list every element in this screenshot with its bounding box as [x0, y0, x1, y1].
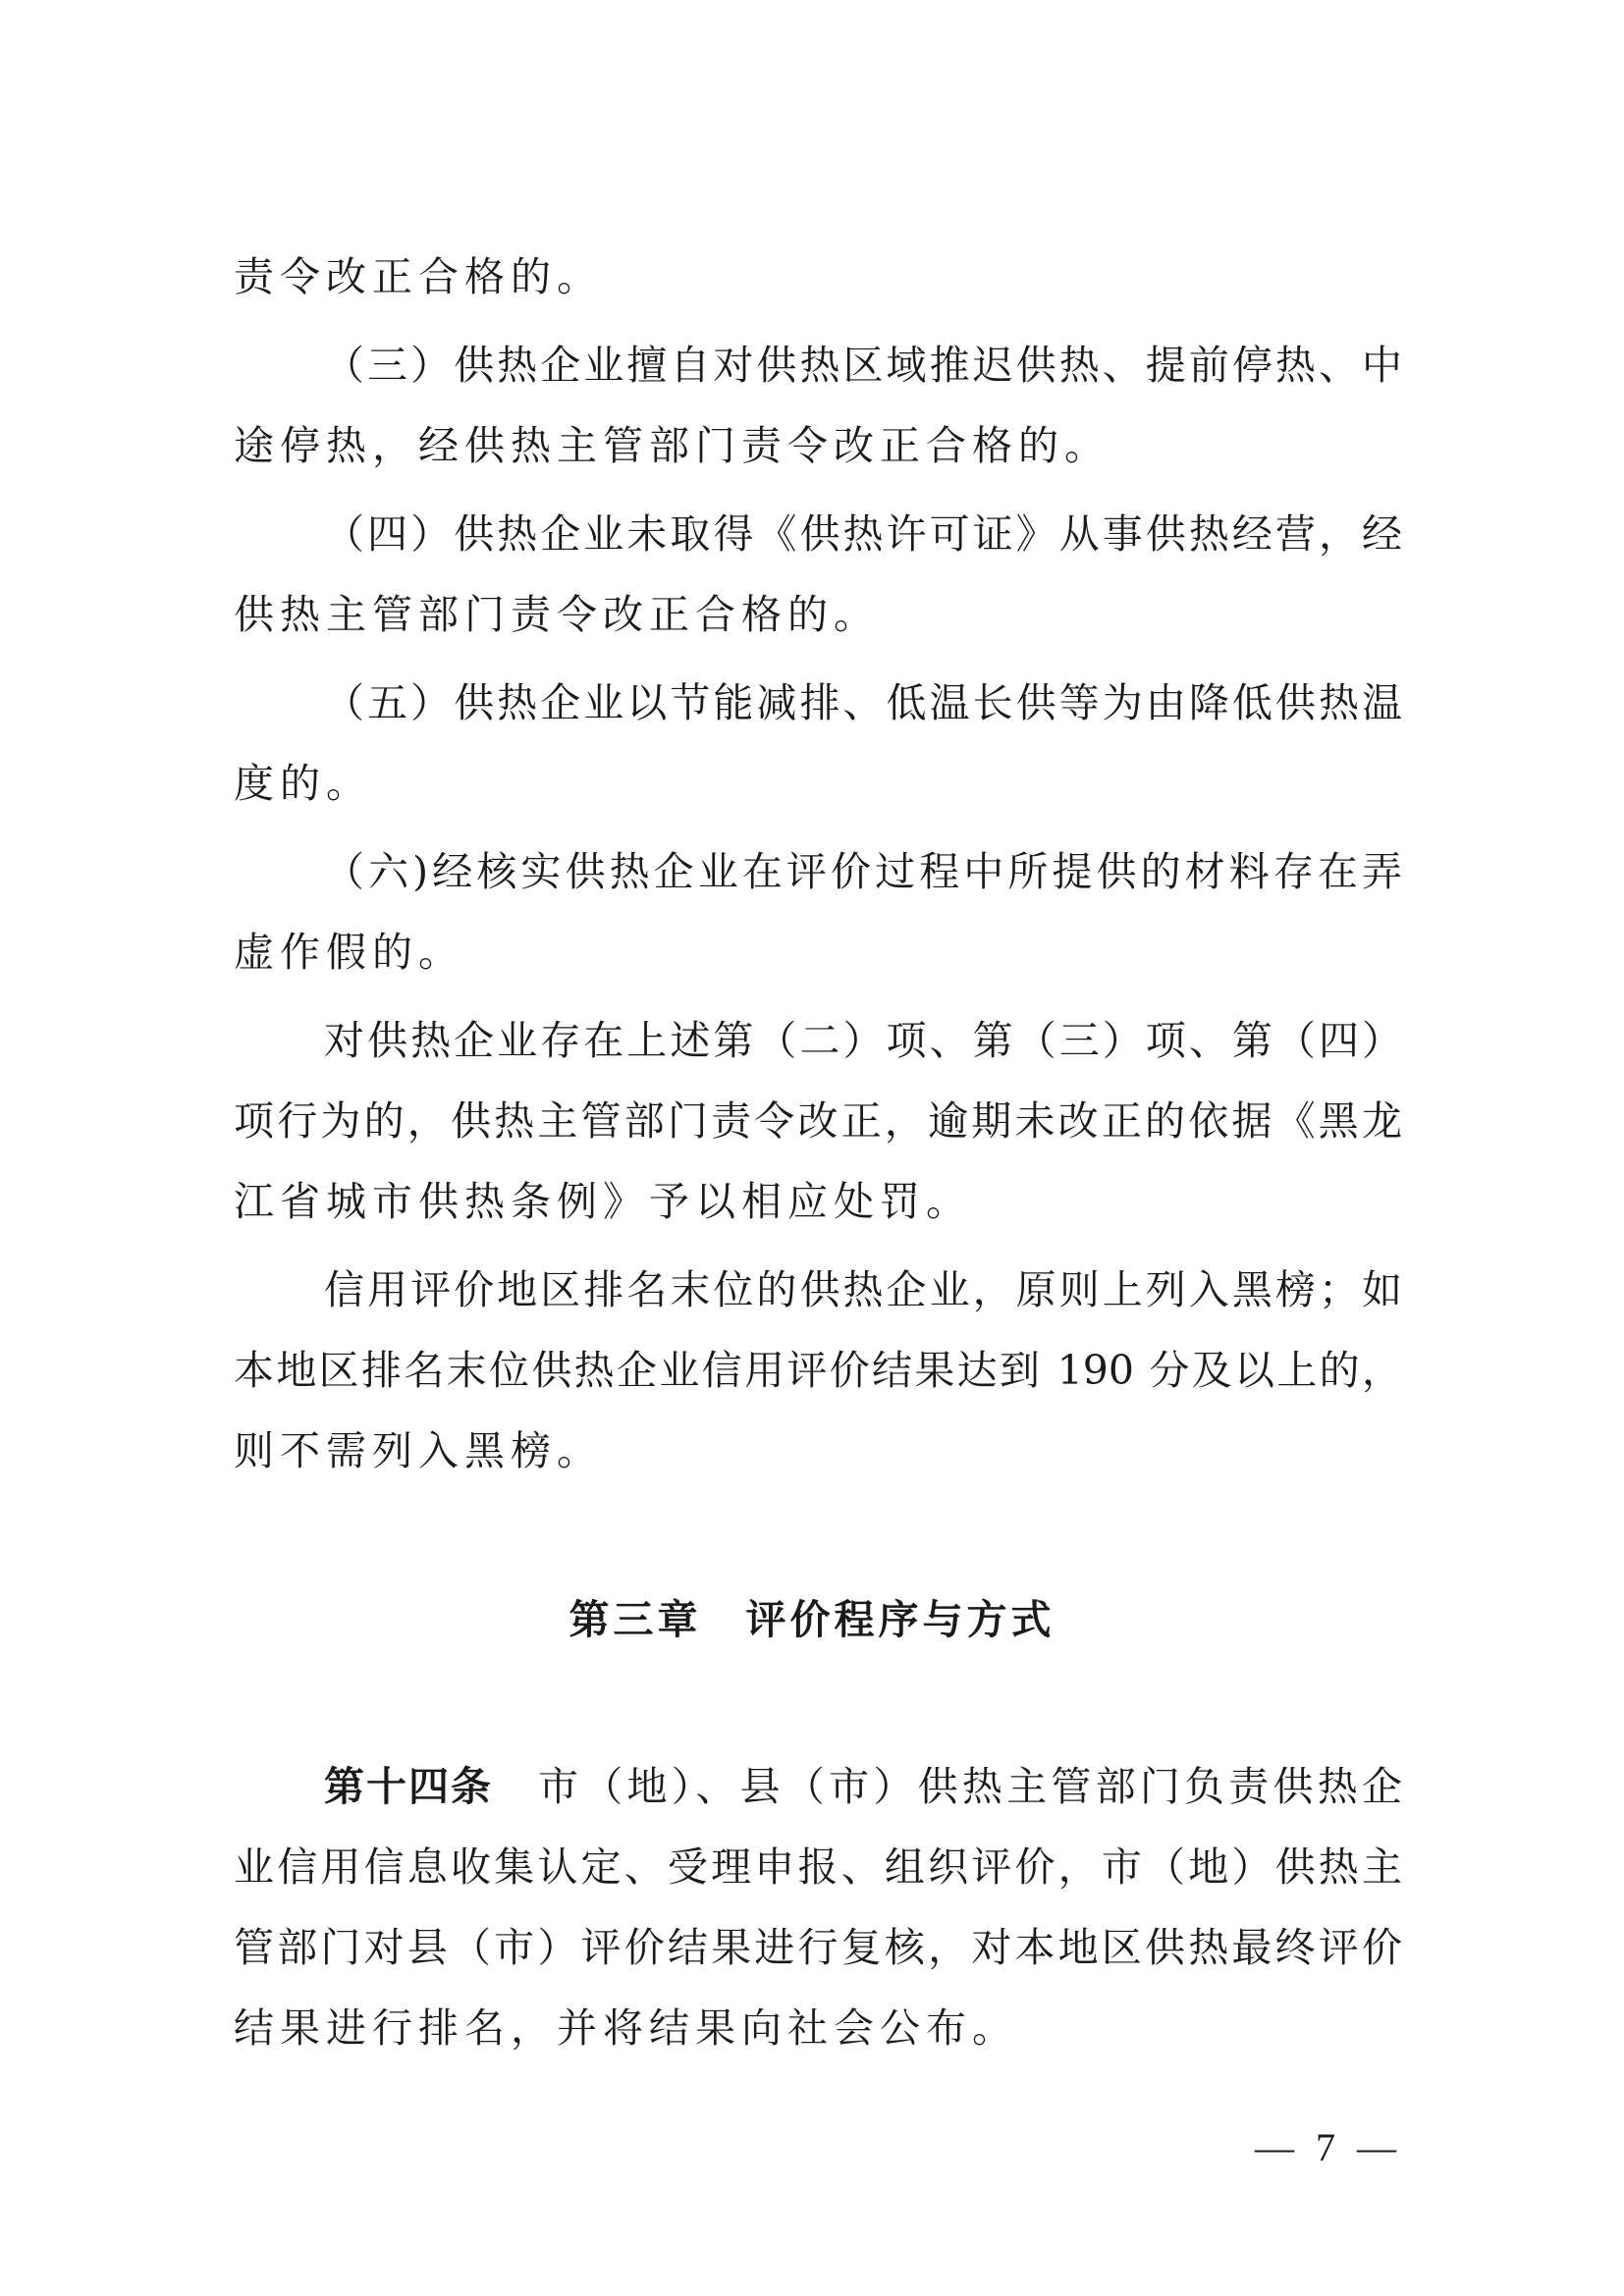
body-text-line: 途停热，经供热主管部门责令改正合格的。	[234, 422, 1110, 469]
article-label: 第十四条	[324, 1763, 493, 1810]
body-text-line: 业信用信息收集认定、受理申报、组织评价，市（地）供热主	[234, 1843, 1402, 1891]
body-text-line: （五）供热企业以节能减排、低温长供等为由降低供热温	[324, 679, 1402, 726]
article-first-line	[324, 1763, 1402, 1810]
body-text-line: （三）供热企业擅自对供热区域推迟供热、提前停热、中	[324, 342, 1402, 389]
chapter-title: 第三章 评价程序与方式	[568, 1596, 1056, 1643]
body-text-line: 对供热企业存在上述第（二）项、第（三）项、第（四）	[324, 1017, 1402, 1064]
body-text-line: 虚作假的。	[234, 929, 464, 976]
body-text-line: 结果进行排名，并将结果向社会公布。	[234, 2004, 1018, 2052]
body-text-line: （六)经核实供热企业在评价过程中所提供的材料存在弄	[324, 848, 1402, 895]
body-text-line: 则不需列入黑榜。	[234, 1427, 603, 1474]
body-text-line: 责令改正合格的。	[234, 253, 603, 300]
body-text-line: （四）供热企业未取得《供热许可证》从事供热经营，经	[324, 510, 1402, 558]
body-text-line: 供热主管部门责令改正合格的。	[234, 591, 880, 638]
article-first-text: 市（地）、县（市）供热主管部门负责供热企	[538, 1763, 1402, 1810]
body-text-line: 江省城市供热条例》予以相应处罚。	[234, 1178, 972, 1225]
body-text-line: 管部门对县（市）评价结果进行复核，对本地区供热最终评价	[234, 1924, 1402, 1971]
body-text-line: 度的。	[234, 760, 372, 807]
body-text-line: 信用评价地区排名末位的供热企业，原则上列入黑榜；如	[324, 1266, 1402, 1313]
body-text-line: 本地区排名末位供热企业信用评价结果达到 190 分及以上的，	[234, 1347, 1402, 1394]
page-number: — 7 —	[1255, 2125, 1402, 2169]
body-text-line: 项行为的，供热主管部门责令改正，逾期未改正的依据《黑龙	[234, 1097, 1402, 1145]
